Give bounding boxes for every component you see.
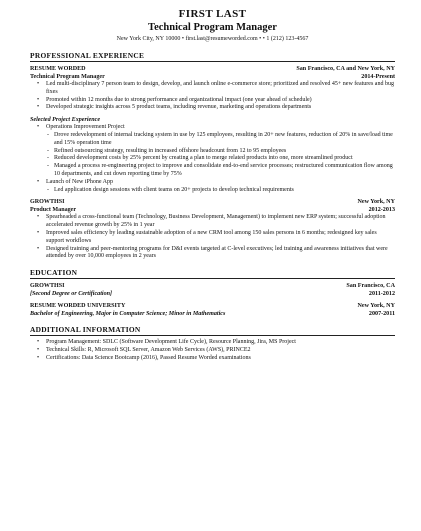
project-name: • Launch of New iPhone App	[30, 179, 395, 187]
school-name: RESUME WORDED UNIVERSITY	[30, 303, 126, 310]
job-header	[30, 65, 395, 73]
job-bullet: • Spearheaded a cross-functional team (Technology, Business Development, Management) to implement new ERP system; successful adoption accelerated revenue growth by 25% in 1 year	[30, 214, 395, 230]
section-title-experience: PROFESSIONAL EXPERIENCE	[30, 51, 395, 62]
job-company: RESUME WORDED	[30, 66, 86, 72]
additional-item: • Certifications: Data Science Bootcamp (2016), Passed Resume Worded examinations	[30, 355, 395, 363]
candidate-name: FIRST LAST	[178, 8, 247, 20]
job-header	[30, 198, 395, 206]
school-degree-row	[30, 310, 395, 318]
job-role: Product Manager	[30, 207, 77, 214]
school-header	[30, 282, 395, 290]
selected-projects-label: Selected Project Experience	[30, 117, 101, 124]
contact-line: New York City, NY 10000 • first.last@resumeworded.com • • 1 (212) 123-4567	[116, 36, 309, 42]
candidate-title: Technical Program Manager	[148, 22, 277, 33]
job-location: San Francisco, CA and New York, NY	[296, 66, 395, 72]
school-dates: 2007-2011	[368, 311, 395, 318]
additional-list	[30, 339, 395, 362]
job-dates: 2012-2013	[368, 207, 395, 214]
job-bullet: • Led multi-disciplinary 7 person team to design, develop, and launch online e-commerce store; prioritized and resolved 45+ new features and bug fixes	[30, 81, 395, 97]
job-role-row	[30, 73, 395, 81]
school-resume-worded-university	[30, 302, 395, 318]
project-item: - Drove redevelopment of internal tracking system in use by 125 employees, resulting in 20+ new features, reduction of 20% in save/load time and 15% operation time	[30, 132, 395, 148]
project-item: - Led application design sessions with client teams on 20+ projects to develop technical requirements	[30, 187, 395, 195]
school-growthsi	[30, 282, 395, 298]
school-location: New York, NY	[357, 303, 395, 310]
job-dates: 2014-Present	[361, 74, 395, 80]
school-degree-row	[30, 290, 395, 298]
school-degree: Bachelor of Engineering, Major in Computer Science; Minor in Mathematics	[30, 311, 226, 318]
project-name: • Operations Improvement Project	[30, 124, 395, 132]
job-resume-worded	[30, 65, 395, 194]
additional-item: • Technical Skills: R, Microsoft SQL Server, Amazon Web Services (AWS), PRINCE2	[30, 347, 395, 355]
job-bullets	[30, 81, 395, 112]
school-location: San Francisco, CA	[346, 283, 395, 290]
selected-projects-row	[30, 116, 395, 124]
job-growthsi	[30, 198, 395, 261]
project-list	[30, 124, 395, 132]
project-items	[30, 132, 395, 179]
job-bullet: • Designed training and peer-mentoring programs for D&I events targeted at C-level executives; led training and awareness initiatives that were attended by over 10,000 employees in 2 years	[30, 246, 395, 262]
additional-item: • Program Management: SDLC (Software Development Life Cycle), Resource Planning, Jira, MS Project	[30, 339, 395, 347]
school-name: GROWTHSI	[30, 283, 65, 290]
project-item: - Managed a process re-engineering project to improve and consolidate end-to-end service processes; restructured communication flow among 10 departments, and cut down reporting time by 75%	[30, 163, 395, 179]
job-bullet: • Improved sales efficiency by leading sustainable adoption of a new CRM tool among 150 sales persons in 6 months; redesigned key sales support workflows	[30, 230, 395, 246]
job-role: Technical Program Manager	[30, 74, 105, 80]
job-bullets	[30, 214, 395, 261]
project-items	[30, 187, 395, 195]
project-list	[30, 179, 395, 187]
job-location: New York, NY	[357, 199, 395, 206]
job-bullet: • Developed strategic insights across 5 product teams, including revenue, marketing and operations departments	[30, 104, 395, 112]
section-title-additional: ADDITIONAL INFORMATION	[30, 325, 395, 336]
project-item: - Refined outsourcing strategy, resulting in increased offshore headcount from 12 to 95 employees	[30, 148, 395, 156]
school-degree: [Second Degree or Certification]	[30, 291, 113, 298]
section-title-education: EDUCATION	[30, 268, 395, 279]
project-item: - Reduced development costs by 25% percent by creating a plan to merge related products into one, more streamlined product	[30, 155, 395, 163]
school-dates: 2011-2012	[368, 291, 395, 298]
school-header	[30, 302, 395, 310]
job-bullet: • Promoted within 12 months due to strong performance and organizational impact (one year ahead of schedule)	[30, 97, 395, 105]
job-company: GROWTHSI	[30, 199, 65, 206]
